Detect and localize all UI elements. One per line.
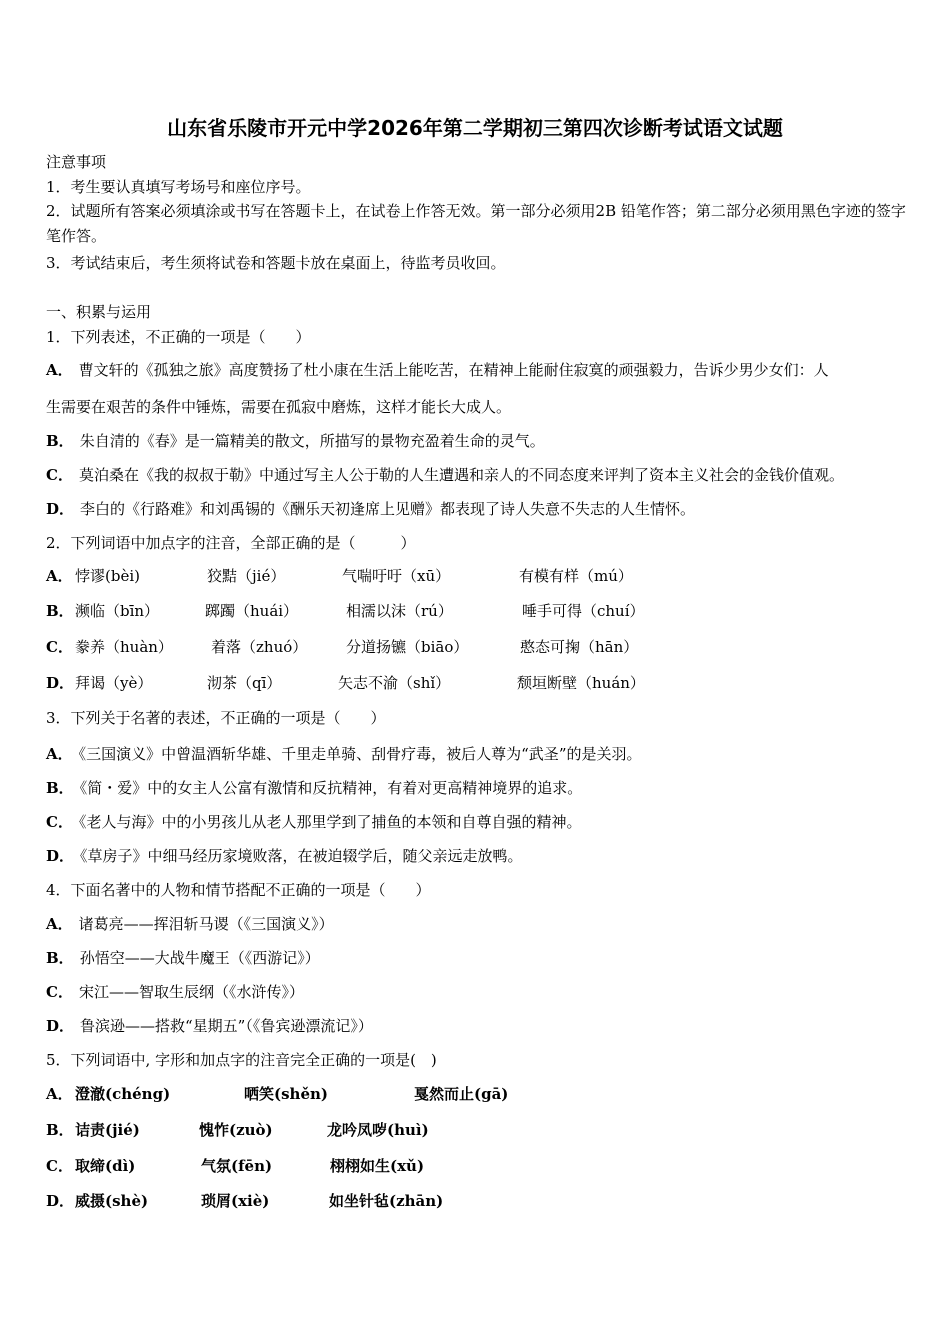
notice-item-1: 1．考生要认真填写考场号和座位序号。 [46,178,311,196]
q5-b-item-1: 诘责(jié) [75,1121,140,1139]
q1-option-b-text: 朱自清的《春》是一篇精美的散文，所描写的景物充盈着生命的灵气。 [79,432,545,450]
q2-d-label: D． [46,674,75,692]
q2-d-item-1: 拜谒（yè） [75,674,153,692]
option-label: D． [46,847,75,865]
q5-a-label: A． [46,1085,73,1103]
page-title: 山东省乐陵市开元中学2026年第二学期初三第四次诊断考试语文试题 [167,116,783,140]
q2-d-item-4: 颓垣断壁（huán） [517,674,645,692]
q2-c-item-4: 憨态可掬（hān） [520,638,639,656]
q3-option-d-text: 《草房子》中细马经历家境败落，在被迫辍学后，随父亲远走放鸭。 [80,847,523,865]
q4-option-d [46,1016,373,1036]
section-heading: 一、积累与运用 [46,303,152,321]
q3-option-b [46,778,582,798]
q2-a-item-4: 有模有样（mú） [519,567,633,585]
option-label: B． [46,432,74,450]
q2-c-item-3: 分道扬镳（biāo） [346,638,469,656]
q1-option-a [46,360,829,380]
q2-d-item-3: 矢志不渝（shǐ） [338,674,451,692]
q2-b-item-3: 相濡以沫（rú） [346,602,453,620]
q1-option-b [46,431,545,451]
q5-d-label: D． [46,1192,75,1210]
q4-option-d-text: 鲁滨逊——搭救“星期五”（《鲁宾逊漂流记》） [80,1017,373,1035]
q2-a-item-3: 气喘吁吁（xū） [342,567,451,585]
notice-item-2: 2．试题所有答案必须填涂或书写在答题卡上，在试卷上作答无效。第一部分必须用2B 铅笔作答；第二部分必须用黑色字迹的签字笔作答。 [46,202,906,245]
q3-option-a-text: 《三国演义》中曾温酒斩华雄、千里走单骑、刮骨疗毒，被后人尊为“武圣”的是关羽。 [78,745,642,763]
q2-c-label: C． [46,638,73,656]
q1-option-d [46,499,695,519]
notice-item-3: 3．考试结束后，考生须将试卷和答题卡放在桌面上，待监考员收回。 [46,254,506,272]
q5-d-item-1: 威摄(shè) [75,1192,149,1210]
q5-b-item-2: 愧怍(zuò) [199,1121,273,1139]
q5-c-item-1: 取缔(dì) [75,1157,136,1175]
q4-option-b [46,948,320,968]
q5-b-item-3: 龙吟凤哕(huì) [327,1121,429,1139]
option-label: D． [46,1017,75,1035]
q5-a-item-1: 澄澈(chéng) [75,1085,171,1103]
question-5-stem: 5．下列词语中, 字形和加点字的注音完全正确的一项是( ) [46,1051,437,1069]
q2-b-item-4: 唾手可得（chuí） [522,602,645,620]
q3-option-c [46,812,581,832]
option-label: A． [46,745,73,763]
option-label: C． [46,466,73,484]
option-label: A． [46,915,73,933]
q4-option-a [46,914,334,934]
option-label: A． [46,361,73,379]
q2-d-item-2: 沏茶（qī） [207,674,282,692]
q2-b-item-2: 踯躅（huái） [205,602,299,620]
q5-c-item-3: 栩栩如生(xǔ) [330,1157,425,1175]
q2-b-item-1: 濒临（bīn） [75,602,160,620]
option-label: C． [46,983,73,1001]
q5-a-item-2: 哂笑(shěn) [244,1085,328,1103]
notice-heading: 注意事项 [46,153,107,171]
q5-b-label: B． [46,1121,74,1139]
q2-a-item-2: 狡黠（jié） [207,567,286,585]
q1-option-a-text: 曹文轩的《孤独之旅》高度赞扬了杜小康在生活上能吃苦，在精神上能耐住寂寞的顽强毅力，告诉少男少女们：人 [78,361,829,379]
question-3-stem: 3．下列关于名著的表述，不正确的一项是（ ） [46,709,386,727]
q3-option-c-text: 《老人与海》中的小男孩儿从老人那里学到了捕鱼的本领和自尊自强的精神。 [78,813,582,831]
q1-option-c-text: 莫泊桑在《我的叔叔于勒》中通过写主人公于勒的人生遭遇和亲人的不同态度来评判了资本主义社会的金钱价值观。 [78,466,844,484]
q5-d-item-3: 如坐针毡(zhān) [329,1192,444,1210]
q3-option-b-text: 《简・爱》中的女主人公富有激情和反抗精神，有着对更高精神境界的追求。 [79,779,583,797]
q5-d-item-2: 琐屑(xiè) [201,1192,270,1210]
q5-c-label: C． [46,1157,73,1175]
q4-option-a-text: 诸葛亮——挥泪斩马谡（《三国演义》） [78,915,334,933]
question-1-stem: 1．下列表述，不正确的一项是（ ） [46,328,311,346]
option-label: C． [46,813,73,831]
q2-c-item-1: 豢养（huàn） [75,638,173,656]
question-4-stem: 4．下面名著中的人物和情节搭配不正确的一项是（ ） [46,881,431,899]
question-2-stem: 2．下列词语中加点字的注音，全部正确的是（ ） [46,534,416,552]
q3-option-a [46,744,641,764]
q2-b-label: B． [46,602,74,620]
option-label: B． [46,949,74,967]
q5-c-item-2: 气氛(fēn) [201,1157,273,1175]
q4-option-c-text: 宋江——智取生辰纲（《水浒传》） [78,983,304,1001]
option-label: D． [46,500,75,518]
q1-option-c [46,465,844,485]
q2-c-item-2: 着落（zhuó） [211,638,308,656]
q2-a-item-1: 悖谬(bèi) [75,567,140,585]
q5-a-item-3: 戛然而止(gā) [414,1085,509,1103]
q4-option-c [46,982,304,1002]
q3-option-d [46,846,523,866]
q1-option-a-cont: 生需要在艰苦的条件中锤炼，需要在孤寂中磨炼，这样才能长大成人。 [46,398,512,416]
q1-option-d-text: 李白的《行路难》和刘禹锡的《酬乐天初逢席上见赠》都表现了诗人失意不失志的人生情怀。 [80,500,696,518]
q2-a-label: A． [46,567,73,585]
option-label: B． [46,779,74,797]
q4-option-b-text: 孙悟空——大战牛魔王（《西游记》） [79,949,320,967]
